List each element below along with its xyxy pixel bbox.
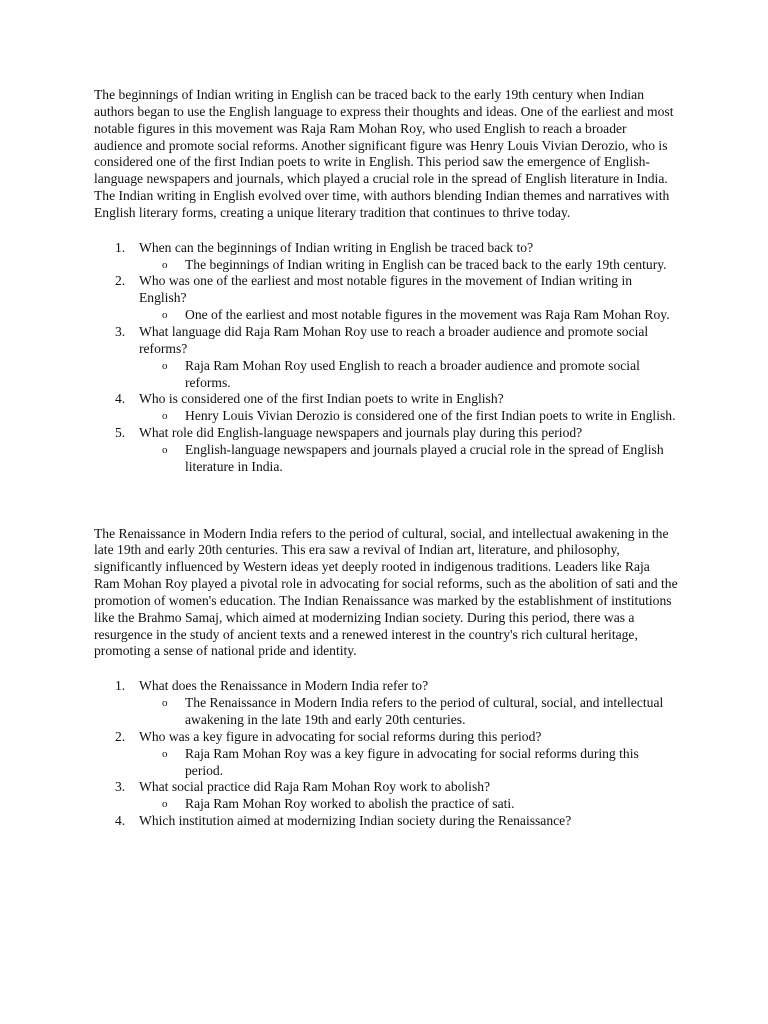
- answer-item: [94, 442, 678, 476]
- answer-item: [94, 746, 678, 780]
- question-number: 2.: [115, 728, 126, 744]
- question-item: [94, 678, 678, 695]
- question-item: [94, 273, 678, 307]
- question-text: What language did Raja Ram Mohan Roy use to reach a broader audience and promote social reforms?: [139, 323, 649, 356]
- question-item: [94, 729, 678, 746]
- question-text: What role did English-language newspapers and journals play during this period?: [139, 425, 583, 441]
- question-text: Who was one of the earliest and most notable figures in the movement of Indian writing in English?: [139, 273, 633, 306]
- question-text: Which institution aimed at modernizing Indian society during the Renaissance?: [139, 813, 572, 829]
- answer-text: Henry Louis Vivian Derozio is considered one of the first Indian poets to write in English.: [185, 408, 676, 424]
- answer-text: Raja Ram Mohan Roy worked to abolish the practice of sati.: [185, 796, 515, 812]
- hollow-bullet-icon: o: [162, 359, 168, 372]
- question-number: 4.: [115, 813, 126, 829]
- question-item: [94, 240, 678, 257]
- answer-text: One of the earliest and most notable figures in the movement was Raja Ram Mohan Roy.: [185, 307, 670, 323]
- question-number: 4.: [115, 391, 126, 407]
- hollow-bullet-icon: o: [162, 798, 168, 811]
- hollow-bullet-icon: o: [162, 443, 168, 456]
- question-list-indian-writing: [94, 240, 678, 476]
- question-number: 1.: [115, 678, 126, 694]
- answer-item: [94, 257, 678, 274]
- question-text: Who is considered one of the first Indian poets to write in English?: [139, 391, 504, 407]
- answer-text: Raja Ram Mohan Roy was a key figure in advocating for social reforms during this period.: [185, 745, 639, 778]
- hollow-bullet-icon: o: [162, 410, 168, 423]
- question-item: [94, 779, 678, 796]
- question-number: 1.: [115, 239, 126, 255]
- question-item: [94, 391, 678, 408]
- question-text: What does the Renaissance in Modern India refer to?: [139, 678, 429, 694]
- question-text: Who was a key figure in advocating for social reforms during this period?: [139, 728, 542, 744]
- answer-text: The Renaissance in Modern India refers to the period of cultural, social, and intellectual awakening in the late 19th and early 20th centuries.: [185, 695, 664, 727]
- answer-item: [94, 408, 678, 425]
- hollow-bullet-icon: o: [162, 697, 168, 710]
- paragraph-renaissance: The Renaissance in Modern India refers to the period of cultural, social, and intellectual awakening in the late 19th and early 20th centuries. This era saw a revival of Indian art, literature, and philosophy, significantly influenced by Western ideas yet deeply rooted in indigenous traditions. Leaders like Raja Ram Mohan Roy played a pivotal role in advocating for social reforms, such as the abolition of sati and the promotion of women's education. The Indian Renaissance was marked by the establishment of institutions like the Brahmo Samaj, which aimed at modernizing Indian society. During this period, there was a resurgence in the study of ancient texts and a renewed interest in the country's rich cultural heritage, promoting a sense of national pride and identity.: [94, 525, 678, 659]
- section-indian-writing-in-english: [94, 87, 678, 476]
- document-page: [94, 87, 678, 830]
- answer-item: [94, 307, 678, 324]
- section-renaissance-in-modern-india: [94, 526, 678, 830]
- question-number: 5.: [115, 425, 126, 441]
- question-list-renaissance: [94, 678, 678, 830]
- answer-item: [94, 796, 678, 813]
- question-number: 3.: [115, 323, 126, 339]
- answer-text: The beginnings of Indian writing in English can be traced back to the early 19th century.: [185, 256, 667, 272]
- paragraph-indian-writing: The beginnings of Indian writing in English can be traced back to the early 19th century when Indian authors began to use the English language to express their thoughts and ideas. One of the earliest and most notable figures in this movement was Raja Ram Mohan Roy, who used English to reach a broader audience and promote social reforms. Another significant figure was Henry Louis Vivian Derozio, who is considered one of the first Indian poets to write in English. This period saw the emergence of English-language newspapers and journals, which played a crucial role in the spread of English literature in India. The Indian writing in English evolved over time, with authors blending Indian themes and narratives with English literary forms, creating a unique literary tradition that continues to thrive today.: [94, 87, 674, 220]
- question-text: When can the beginnings of Indian writing in English be traced back to?: [139, 239, 534, 255]
- question-item: [94, 324, 678, 358]
- question-item: [94, 425, 678, 442]
- answer-item: [94, 695, 678, 729]
- answer-text: Raja Ram Mohan Roy used English to reach a broader audience and promote social reforms.: [185, 357, 640, 390]
- answer-text: English-language newspapers and journals played a crucial role in the spread of English literature in India.: [185, 441, 664, 474]
- question-item: [94, 813, 678, 830]
- hollow-bullet-icon: o: [162, 747, 168, 760]
- question-text: What social practice did Raja Ram Mohan Roy work to abolish?: [139, 779, 491, 795]
- hollow-bullet-icon: o: [162, 309, 168, 322]
- question-number: 2.: [115, 273, 126, 289]
- answer-item: [94, 358, 678, 392]
- hollow-bullet-icon: o: [162, 258, 168, 271]
- question-number: 3.: [115, 779, 126, 795]
